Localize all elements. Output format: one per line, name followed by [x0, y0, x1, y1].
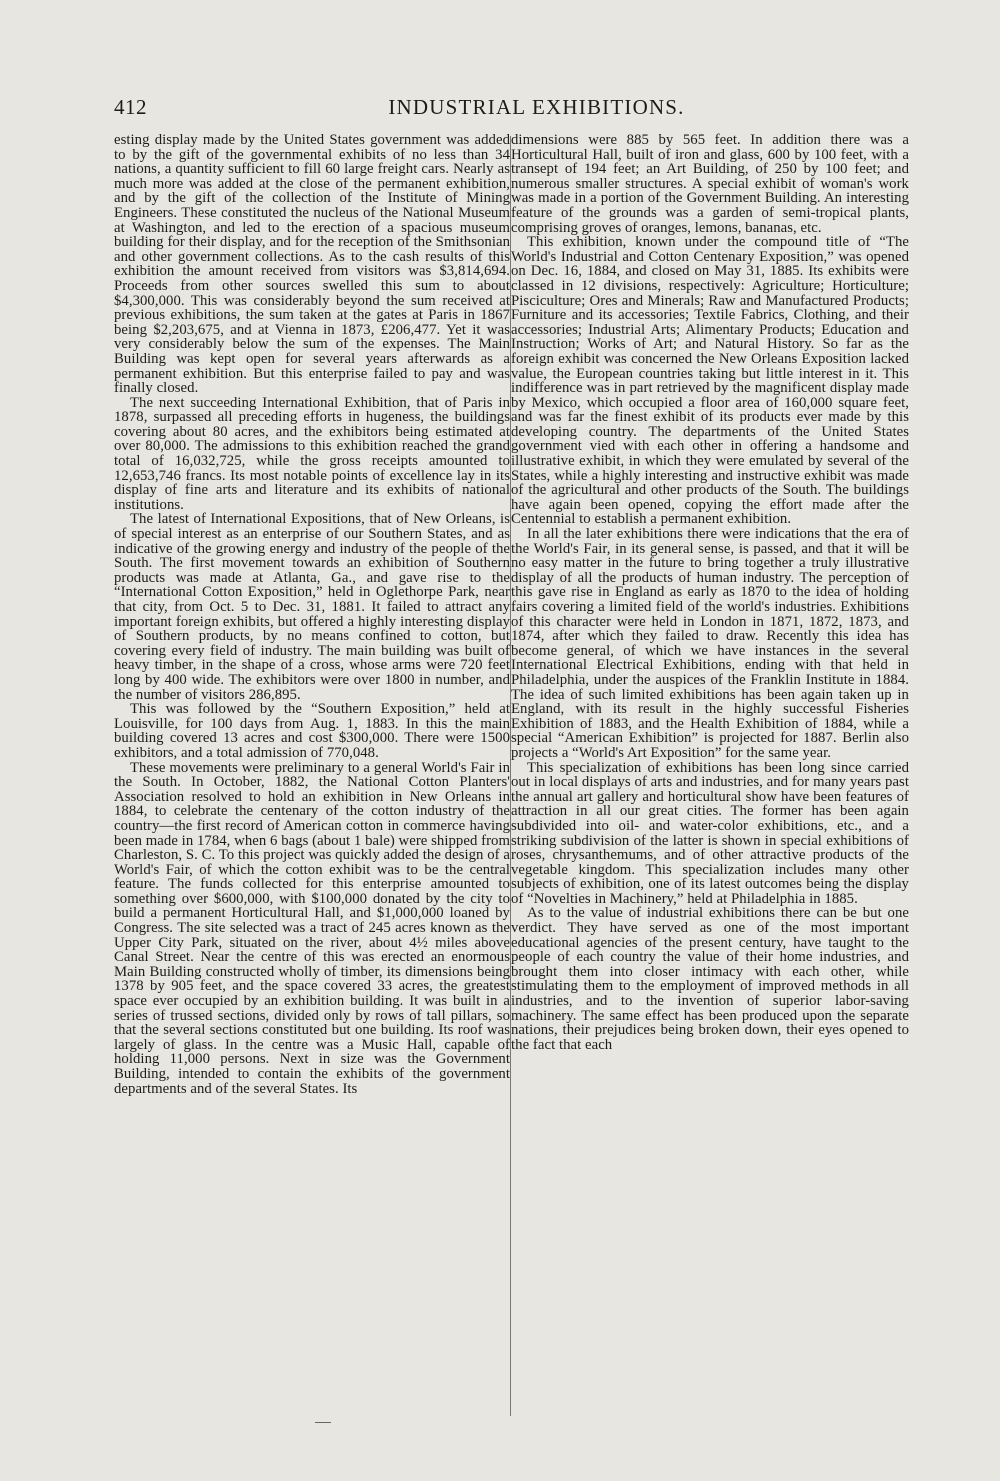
paragraph: This specialization of exhibitions has been long since carried out in local displays of arts and industries, and for many years past the annual art gallery and horticultural show have been features of attraction in all our great cities. The former has been again subdivided into oil- and water-color exhibitions, etc., and a striking subdivision of the latter is shown in special exhibitions of roses, chrysanthemums, and of other attractive products of the vegetable kingdom. This specialization includes many other subjects of exhibition, one of its latest outcomes being the display of “Novelties in Machinery,” held at Philadelphia in 1885. — [511, 759, 909, 907]
paragraph: This exhibition, known under the compound title of “The World's Industrial and Cotton Centenary Exposition,” was opened on Dec. 16, 1884, and closed on May 31, 1885. Its exhibits were classed in 12 divisions, respectively: Agriculture; Horticulture; Pisciculture; Ores and Minerals; Raw and Manufactured Products; Furniture and its accessories; Textile Fabrics, Clothing, and their accessories; Industrial Arts; Alimentary Products; Education and Instruction; Works of Art; and Natural History. So far as the foreign exhibit was concerned the New Orleans Exposition lacked value, the European countries taking but little interest in it. This indifference was in part retrieved by the magnificent display made by Mexico, which occupied a floor area of 160,000 square feet, and was far the finest exhibit of its products ever made by this developing country. The departments of the United States government vied with each other in offering a handsome and illustrative exhibit, in which they were emulated by several of the States, while a highly interesting and instructive exhibit was made of the agricultural and other products of the South. The buildings have again been opened, copying the effort made after the Centennial to establish a permanent exhibition. — [511, 234, 909, 528]
paragraph: The latest of International Expositions, that of New Orleans, is of special interest as an enterprise of our Southern States, and as indicative of the growing energy and industry of the people of the South. The first movement towards an exhibition of Southern products was made at Atlanta, Ga., and gave rise to the “International Cotton Exposition,” held in Oglethorpe Park, near that city, from Oct. 5 to Dec. 31, 1881. It failed to attract any important foreign exhibits, but offered a highly interesting display of Southern products, by no means confined to cotton, but covering every field of industry. The main building was built of heavy timber, in the shape of a cross, whose arms were 720 feet long by 400 wide. The exhibitors were over 1800 in number, and the number of visitors 286,895. — [114, 511, 510, 703]
paragraph: As to the value of industrial exhibitions there can be but one verdict. They have served as one of the most important educational agencies of the present century, have taught to the people of each country the value of their home industries, and brought them into closer intimacy with each other, while stimulating them to the employment of improved methods in all industries, and to the invention of superior labor-saving machinery. The same effect has been produced upon the separate nations, their prejudices being broken down, their eyes opened to the fact that each — [511, 905, 909, 1053]
page-number: 412 — [114, 95, 147, 119]
paragraph: esting display made by the United States government was added to by the gift of the governmental exhibits of no less than 34 nations, a quantity sufficient to fill 60 large freight cars. Nearly as much more was added at the close of the permanent exhibition, and by the gift of the collection of the Institute of Mining Engineers. These constituted the nucleus of the National Museum at Washington, and led to the erection of a spacious museum building for their display, and for the reception of the Smithsonian and other government collections. As to the cash results of this exhibition the amount received from visitors was $3,814,694. Proceeds from other sources swelled this sum to about $4,300,000. This was considerably beyond the sum received at previous exhibitions, the sum taken at the gates at Paris in 1867 being $2,203,675, and at Vienna in 1873, £206,477. Yet it was very considerably below the sum of the expenses. The Main Building was kept open for several years afterwards as a permanent exhibition. But this enterprise failed to pay and was finally closed. — [114, 133, 510, 397]
paragraph: The next succeeding International Exhibition, that of Paris in 1878, surpassed all preceding efforts in hugeness, the buildings covering about 80 acres, and the exhibitors being estimated at over 80,000. The admissions to this exhibition reached the grand total of 16,032,725, while the gross receipts amounted to 12,653,746 francs. Its most notable points of excellence lay in its display of fine arts and literature and its exhibits of national institutions. — [114, 394, 510, 513]
paragraph: In all the later exhibitions there were indications that the era of the World's Fair, in its general sense, is passed, and that it will be no easy matter in the future to bring together a truly illustrative display of all the products of human industry. The perception of this gave rise in England as early as 1870 to the idea of holding fairs covering a limited field of the world's industries. Exhibitions of this character were held in London in 1871, 1872, 1873, and 1874, after which they failed to draw. Recently this idea has become general, of which we have instances in the several International Electrical Exhibitions, ending with that held in Philadelphia, under the auspices of the Franklin Institute in 1884. The idea of such limited exhibitions has been again taken up in England, with its result in the highly successful Fisheries Exhibition of 1883, and the Health Exhibition of 1884, while a special “American Exhibition” is projected for 1887. Berlin also projects a “World's Art Exposition” for the same year. — [511, 526, 909, 761]
paragraph: These movements were preliminary to a general World's Fair in the South. In October, 1882, the National Cotton Planters' Association resolved to hold an exhibition in New Orleans in 1884, to celebrate the centenary of the cotton industry of the country—the first record of American cotton in commerce having been made in 1784, when 6 bags (about 1 bale) were shipped from Charleston, S. C. To this project was quickly added the design of a World's Fair, of which the cotton exhibit was to be the central feature. The funds collected for this enterprise amounted to something over $600,000, with $100,000 donated by the city to build a permanent Horticultural Hall, and $1,000,000 loaned by Congress. The site selected was a tract of 245 acres known as the Upper City Park, situated on the river, about 4½ miles above Canal Street. Near the centre of this was erected an enormous Main Building constructed wholly of timber, its dimensions being 1378 by 905 feet, and the space covered 33 acres, the greatest space ever occupied by an exhibition building. It was built in a series of trussed sections, divided only by rows of tall pillars, so that the several sections constituted but one building. Its roof was largely of glass. In the centre was a Music Hall, capable of holding 11,000 persons. Next in size was the Government Building, intended to contain the exhibits of the government departments and of the several States. Its — [114, 759, 510, 1097]
left-column — [114, 133, 510, 1423]
paragraph: dimensions were 885 by 565 feet. In addition there was a Horticultural Hall, built of iron and glass, 600 by 100 feet, with a transept of 194 feet; an Art Building, of 250 by 100 feet; and numerous smaller structures. A special exhibit of woman's work was made in a portion of the Government Building. An interesting feature of the grounds was a garden of semi-tropical plants, comprising groves of oranges, lemons, bananas, etc. — [511, 133, 909, 236]
bottom-mark — [315, 1422, 331, 1423]
page-header — [114, 95, 904, 125]
paragraph: This was followed by the “Southern Exposition,” held at Louisville, for 100 days from Aug. 1, 1883. In this the main building covered 13 acres and cost $300,000. There were 1500 exhibitors, and a total admission of 770,048. — [114, 701, 510, 761]
running-title: INDUSTRIAL EXHIBITIONS. — [388, 95, 685, 119]
right-column — [511, 133, 909, 1423]
